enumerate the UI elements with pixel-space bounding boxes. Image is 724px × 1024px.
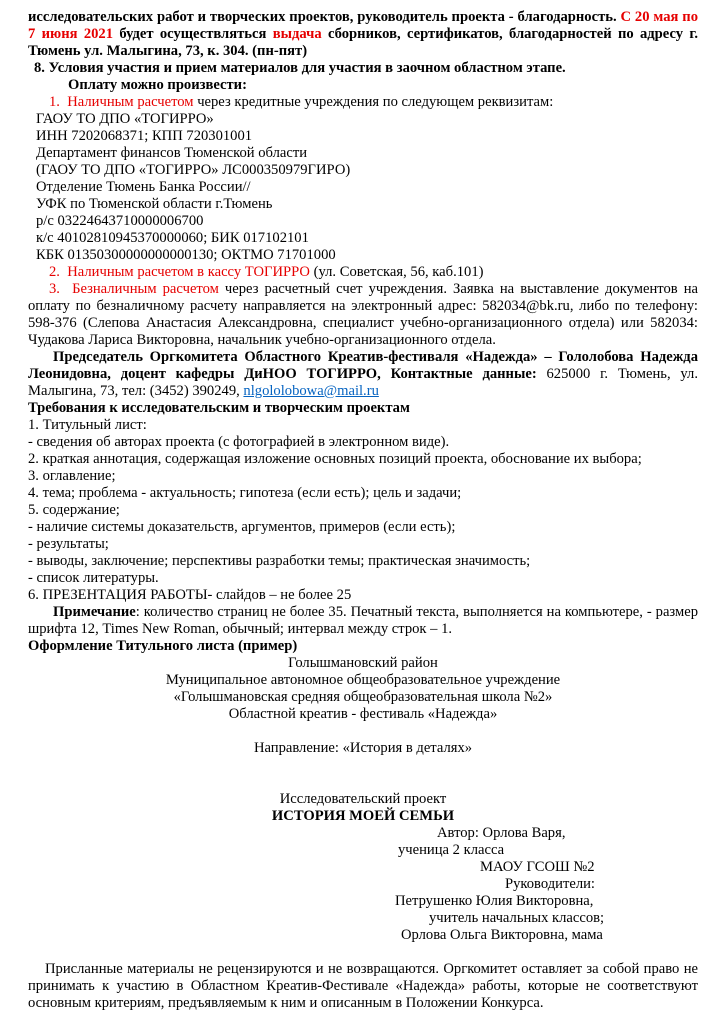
text-run: Орлова Ольга Викторовна, мама: [401, 927, 603, 943]
text-run: - сведения об авторах проекта (с фотографией в электронном виде).: [28, 434, 450, 450]
requisite-line-kbk-oktmo: [28, 247, 698, 264]
sample-author-line: [28, 825, 698, 842]
blank-line: [28, 757, 698, 774]
sample-project-title: [28, 808, 698, 825]
text-run: учитель начальных классов;: [429, 910, 605, 926]
text-run: Примечание: [53, 604, 136, 620]
sample-class-line: [28, 842, 698, 859]
payment-method-1: [28, 94, 698, 111]
note-paragraph: [28, 604, 702, 638]
text-run: 1. Наличным расчетом: [49, 94, 194, 110]
requirement-line-2: [28, 451, 698, 468]
payment-method-2: [28, 264, 698, 281]
requisite-line-bank: [28, 179, 698, 196]
email-link[interactable]: nlgololobowa@mail.ru: [243, 383, 379, 399]
text-run: 8. Условия участия и прием материалов для участия в заочном областном этапе.: [34, 60, 566, 76]
requirement-line-1: [28, 417, 698, 434]
requisite-line-ls: [28, 162, 698, 179]
text-run: 2. Наличным расчетом в кассу ТОГИРРО: [49, 264, 310, 280]
requisite-line-rs: [28, 213, 698, 230]
text-run: 5. содержание;: [28, 502, 120, 518]
text-run: МАОУ ГСОШ №2: [480, 859, 595, 875]
requirement-line-5b: [28, 536, 698, 553]
text-run: 625000 г. Тюмень, ул. Малыгина, 73, тел: (3452) 390249,: [28, 366, 702, 399]
text-run: Требования к исследовательским и творческим проектам: [28, 400, 410, 416]
text-run: Направление: «История в деталях»: [253, 740, 473, 756]
text-run: «Голышмановская средняя общеобразовательная школа №2»: [173, 689, 553, 705]
sample-school-abbrev-line: [28, 859, 698, 876]
text-run: - наличие системы доказательств, аргументов, примеров (если есть);: [28, 519, 456, 535]
requisite-line-department: [28, 145, 698, 162]
text-run: ИСТОРИЯ МОЕЙ СЕМЬИ: [271, 808, 455, 824]
blank-line: [28, 774, 698, 791]
requirement-line-5a: [28, 519, 698, 536]
sample-project-type-line: [28, 791, 698, 808]
text-run: исследовательских работ и творческих проектов, руководитель проекта - благодарность.: [28, 9, 621, 25]
requirement-line-5: [28, 502, 698, 519]
payment-options-heading: [28, 77, 698, 94]
requirement-line-5d: [28, 570, 698, 587]
text-run: Присланные материалы не рецензируются и не возвращаются. Оргкомитет оставляет за собой право не принимать к участию в Областном Креатив-Фестивале «Надежда» работы, которые не соответствуют основным критериям, предъявляемым к ним и описанным в Положении Конкурса.: [28, 961, 702, 1011]
requirement-line-5c: [28, 553, 698, 570]
text-run: 2. краткая аннотация, содержащая изложение основных позиций проекта, обоснование их выбора;: [28, 451, 642, 467]
text-run: С 20 мая по 7 июня 2021: [28, 9, 702, 42]
text-run: ГАОУ ТО ДПО «ТОГИРРО»: [36, 111, 214, 127]
text-run: 6. ПРЕЗЕНТАЦИЯ РАБОТЫ- слайдов – не более 25: [28, 587, 352, 603]
text-run: 3. оглавление;: [28, 468, 116, 484]
sample-school-line-2: [28, 689, 698, 706]
text-run: - выводы, заключение; перспективы разработки темы; практическая значимость;: [28, 553, 531, 569]
title-page-sample-heading: [28, 638, 698, 655]
text-run: Оформление Титульного листа (пример): [28, 638, 298, 654]
intro-paragraph: [28, 9, 702, 60]
text-run: выдача: [272, 26, 322, 42]
requisite-line-org: [28, 111, 698, 128]
requisite-line-ks-bik: [28, 230, 698, 247]
text-run: УФК по Тюменской области г.Тюмень: [36, 196, 273, 212]
text-run: 4. тема; проблема - актуальность; гипотеза (если есть); цель и задачи;: [28, 485, 462, 501]
text-run: 3. Безналичным расчетом: [49, 281, 219, 297]
blank-line: [28, 723, 698, 740]
requirements-heading: [28, 400, 698, 417]
text-run: : количество страниц не более 35. Печатный текста, выполняется на компьютере, - размер шрифта 12, Times New Roman, обычный; интервал между строк – 1.: [28, 604, 702, 637]
text-run: Автор: Орлова Варя,: [437, 825, 566, 841]
sample-school-line-1: [28, 672, 698, 689]
text-run: Голышмановский район: [288, 655, 438, 671]
text-run: к/с 40102810945370000060; БИК 017102101: [36, 230, 309, 246]
text-run: - результаты;: [28, 536, 109, 552]
text-run: через кредитные учреждения по следующем реквизитам:: [193, 94, 554, 110]
text-run: Председатель Оргкомитета Областного Креатив-фестиваля «Надежда» – Гололобова Надежда Леонидовна, доцент кафедры ДиНОО ТОГИРРО, Контактные данные:: [28, 349, 702, 382]
blank-line: [28, 944, 698, 961]
payment-method-3: [28, 281, 702, 349]
text-run: Руководители:: [505, 876, 595, 892]
chairman-contacts-paragraph: [28, 349, 702, 400]
text-run: Департамент финансов Тюменской области: [36, 145, 308, 161]
requisite-line-inn-kpp: [28, 128, 698, 145]
footer-paragraph: [28, 961, 702, 1012]
text-run: Оплату можно произвести:: [68, 77, 247, 93]
requirement-line-1a: [28, 434, 698, 451]
sample-supervisor-2: [28, 927, 698, 944]
requirement-line-6: [28, 587, 698, 604]
text-run: Отделение Тюмень Банка России//: [36, 179, 251, 195]
text-run: Исследовательский проект: [279, 791, 447, 807]
requisite-line-ufk: [28, 196, 698, 213]
text-run: ИНН 7202068371; КПП 720301001: [36, 128, 253, 144]
requirement-line-3: [28, 468, 698, 485]
text-run: ученица 2 класса: [398, 842, 505, 858]
text-run: через расчетный счет учреждения. Заявка на выставление документов на оплату по безналичному расчету направляется на электронный адрес: 582034@bk.ru, либо по телефону: 598-376 (Слепова Анастасия Александровна, специалист учебно-организационного отдела) или 582034: Чудакова Лариса Викторовна, начальник учебно-организационного отдела.: [28, 281, 702, 348]
text-run: будет осуществляться: [113, 26, 273, 42]
text-run: (ГАОУ ТО ДПО «ТОГИРРО» ЛС000350979ГИРО): [36, 162, 351, 178]
text-run: 1. Титульный лист:: [28, 417, 147, 433]
text-run: Областной креатив - фестиваль «Надежда»: [228, 706, 498, 722]
sample-direction-line: [28, 740, 698, 757]
sample-district-line: [28, 655, 698, 672]
sample-supervisor-1: [28, 893, 698, 910]
sample-festival-line: [28, 706, 698, 723]
text-run: Петрушенко Юлия Викторовна,: [395, 893, 594, 909]
text-run: сборников, сертификатов, благодарностей по адресу г. Тюмень ул. Малыгина, 73, к. 304. (пн-пят): [28, 26, 702, 59]
text-run: (ул. Советская, 56, каб.101): [309, 264, 484, 280]
sample-supervisor-1-role: [28, 910, 698, 927]
text-run: Муниципальное автономное общеобразовательное учреждение: [165, 672, 561, 688]
text-run: КБК 01350300000000000130; ОКТМО 71701000: [36, 247, 336, 263]
text-run: р/с 03224643710000006700: [36, 213, 204, 229]
section-8-heading: [28, 60, 698, 77]
text-run: - список литературы.: [28, 570, 159, 586]
requirement-line-4: [28, 485, 698, 502]
sample-supervisors-heading: [28, 876, 698, 893]
